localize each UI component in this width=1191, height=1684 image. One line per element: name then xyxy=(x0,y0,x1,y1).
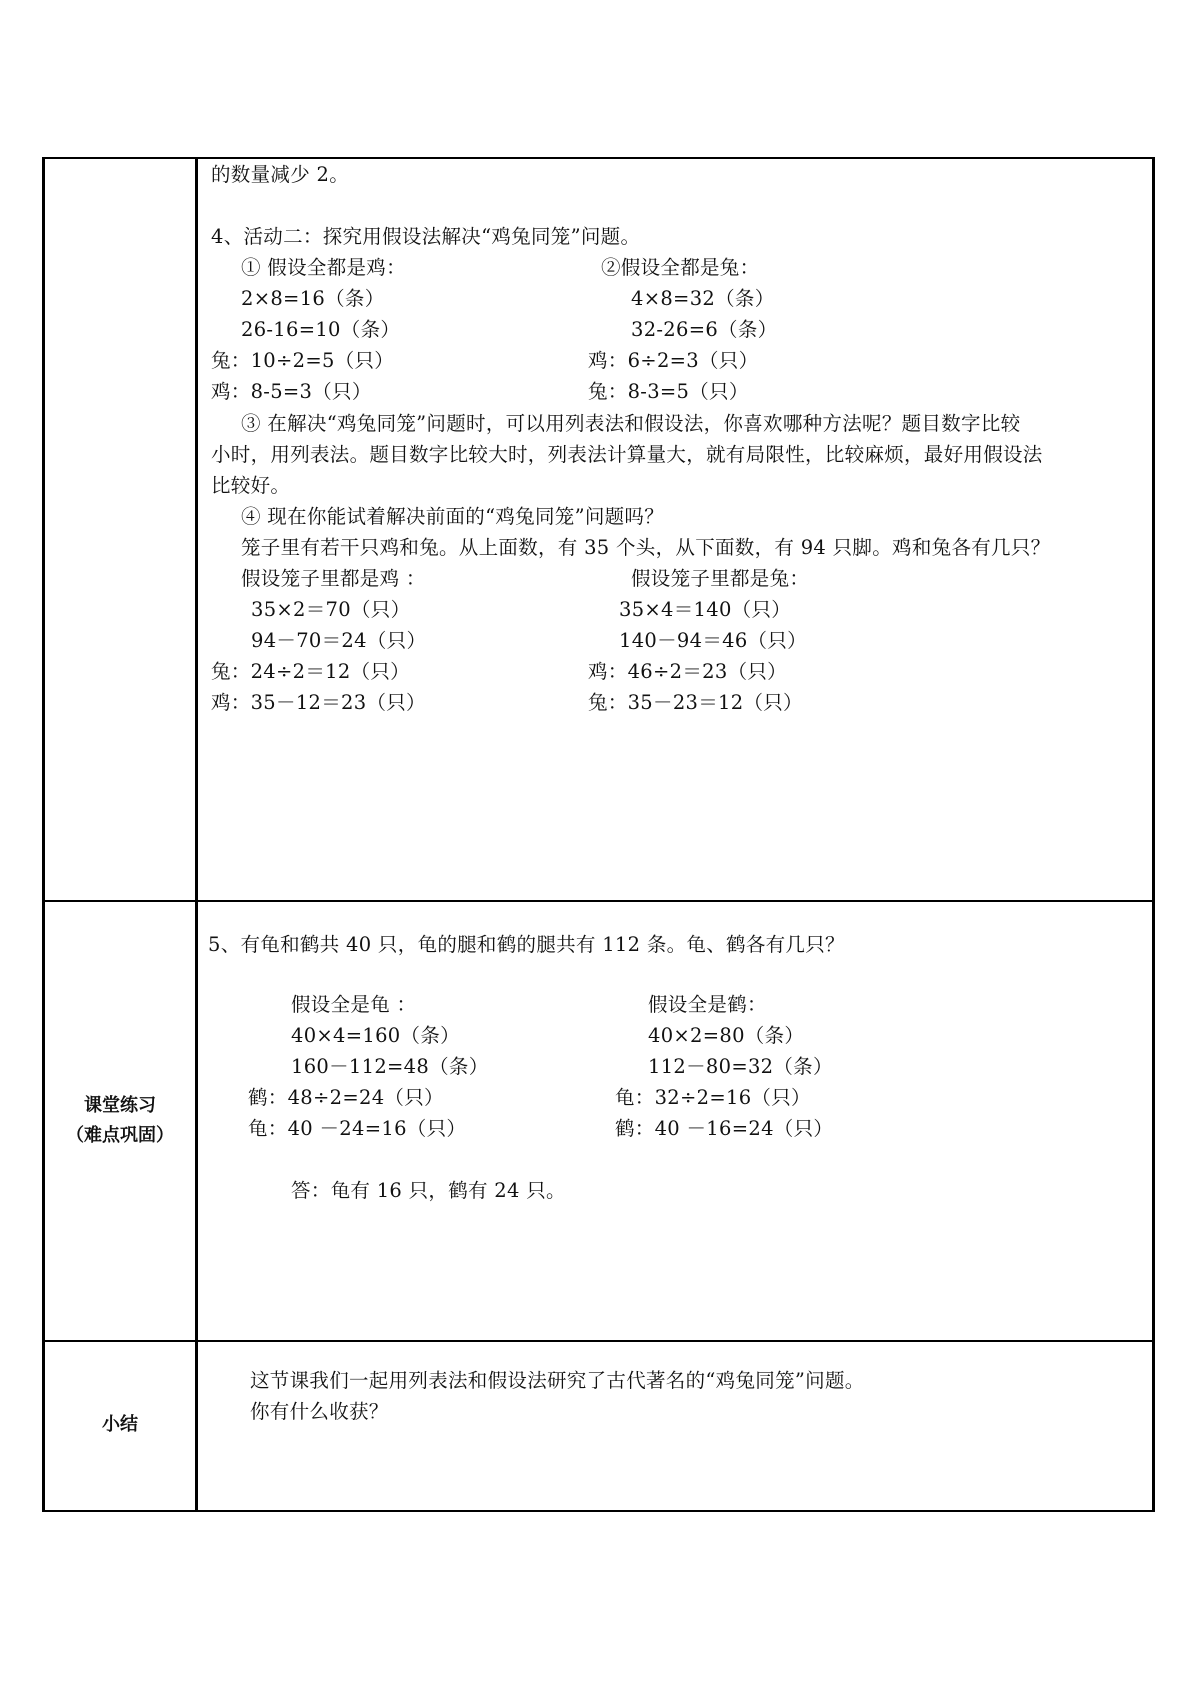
text-line: 鹤：40 －16=24（只） xyxy=(615,1117,834,1140)
text-line: 龟：32÷2=16（只） xyxy=(615,1086,811,1109)
text-line: ① 假设全都是鸡： xyxy=(241,256,406,279)
row-divider-1 xyxy=(45,900,1152,902)
text-line: 兔：10÷2=5（只） xyxy=(211,349,395,372)
text-line: 鹤：48÷2=24（只） xyxy=(248,1086,444,1109)
text-line: ③ 在解决“鸡兔同笼”问题时，可以用列表法和假设法，你喜欢哪种方法呢？题目数字比较 xyxy=(241,412,1021,435)
lesson-table xyxy=(42,157,1155,1512)
text-line: 的数量减少 2。 xyxy=(211,163,350,186)
row2-label-line2: （难点巩固） xyxy=(66,1125,174,1146)
text-line: ②假设全都是兔： xyxy=(601,256,760,279)
answer-line: 答：龟有 16 只，鹤有 24 只。 xyxy=(291,1179,566,1202)
text-line: 比较好。 xyxy=(211,474,291,497)
text-line: 鸡：8-5=3（只） xyxy=(211,380,372,403)
text-line: 4×8=32（条） xyxy=(631,287,775,310)
text-line: 假设全是龟 ： xyxy=(291,993,417,1016)
text-line: 2×8=16（条） xyxy=(241,287,385,310)
text-line: ④ 现在你能试着解决前面的“鸡兔同笼”问题吗？ xyxy=(241,505,665,528)
text-line: 假设笼子里都是兔： xyxy=(631,567,810,590)
text-line: 鸡：35－12＝23（只） xyxy=(211,691,426,714)
text-line: 假设笼子里都是鸡 ： xyxy=(241,567,426,590)
text-line: 26-16=10（条） xyxy=(241,318,401,341)
text-line: 140－94＝46（只） xyxy=(619,629,807,652)
text-line: 94－70＝24（只） xyxy=(251,629,427,652)
text-line: 112－80=32（条） xyxy=(648,1055,833,1078)
text-line: 4、活动二：探究用假设法解决“鸡兔同笼”问题。 xyxy=(211,225,641,248)
column-divider xyxy=(195,159,198,1510)
text-line: 35×4＝140（只） xyxy=(619,598,792,621)
text-line: 龟：40 －24=16（只） xyxy=(248,1117,467,1140)
row2-label xyxy=(45,1091,195,1151)
text-line: 40×4=160（条） xyxy=(291,1024,460,1047)
text-line: 160－112=48（条） xyxy=(291,1055,489,1078)
text-line: 你有什么收获？ xyxy=(250,1400,389,1423)
text-line: 笼子里有若干只鸡和兔。从上面数，有 35 个头，从下面数，有 94 只脚。鸡和兔各有几只？ xyxy=(241,536,1051,559)
text-line: 兔：24÷2＝12（只） xyxy=(211,660,410,683)
text-line: 32-26=6（条） xyxy=(631,318,778,341)
text-line: 兔：8-3=5（只） xyxy=(588,380,749,403)
row2-label-line1: 课堂练习 xyxy=(84,1095,156,1116)
text-line: 40×2=80（条） xyxy=(648,1024,805,1047)
row-divider-2 xyxy=(45,1340,1152,1342)
text-line: 35×2＝70（只） xyxy=(251,598,411,621)
text-line: 这节课我们一起用列表法和假设法研究了古代著名的“鸡兔同笼”问题。 xyxy=(250,1369,865,1392)
text-line: 小时，用列表法。题目数字比较大时，列表法计算量大，就有局限性，比较麻烦，最好用假设法 xyxy=(211,443,1043,466)
text-line: 兔：35－23＝12（只） xyxy=(588,691,803,714)
text-line: 假设全是鹤： xyxy=(648,993,767,1016)
text-line: 鸡：46÷2＝23（只） xyxy=(588,660,787,683)
text-line: 鸡：6÷2=3（只） xyxy=(588,349,759,372)
row3-label: 小结 xyxy=(102,1414,138,1435)
text-line: 5、有龟和鹤共 40 只，龟的腿和鹤的腿共有 112 条。龟、鹤各有几只？ xyxy=(208,933,845,956)
